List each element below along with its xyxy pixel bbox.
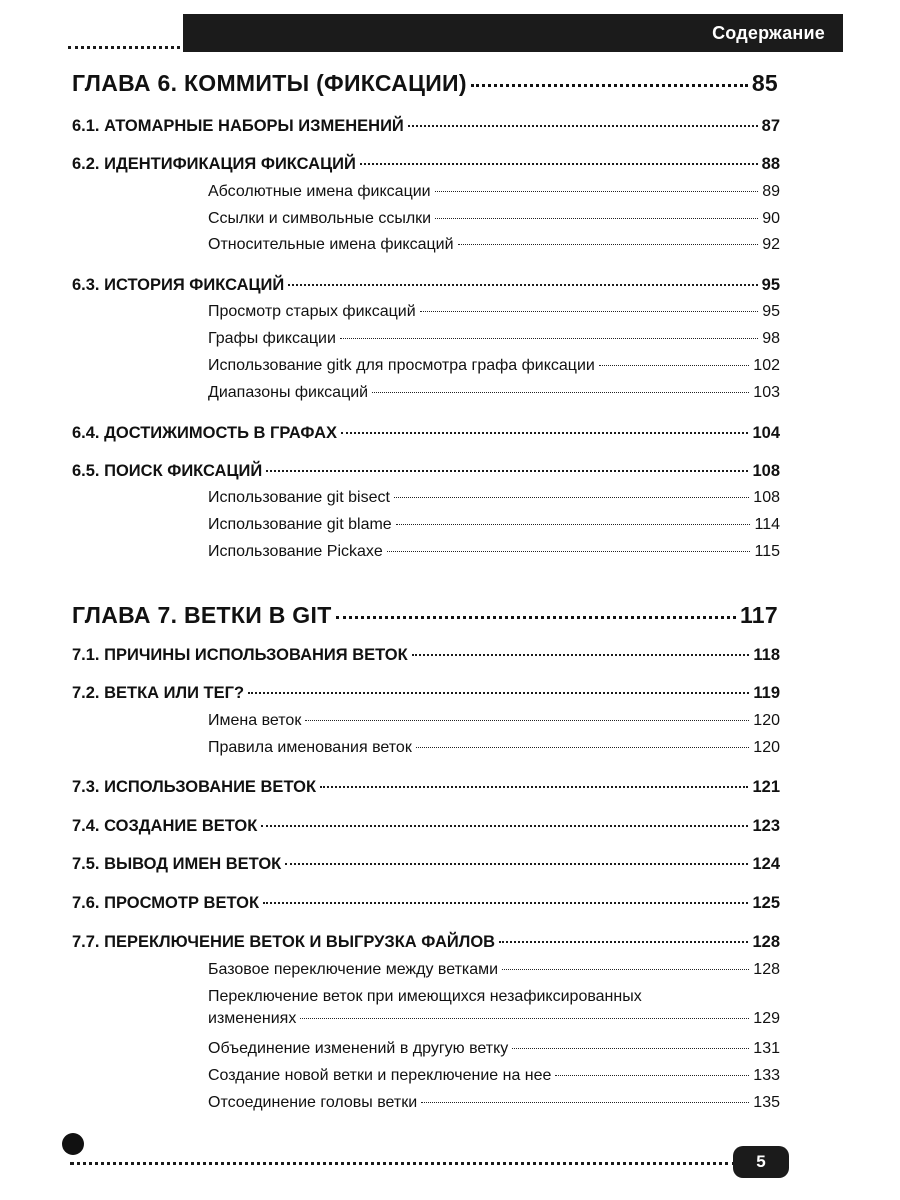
subsection-title: Имена веток	[208, 712, 302, 729]
dot-leader	[555, 1075, 749, 1076]
section-title: 7.3. ИСПОЛЬЗОВАНИЕ ВЕТОК	[72, 778, 317, 796]
dot-leader	[288, 284, 757, 286]
subsection-page: 115	[754, 543, 780, 560]
section-page: 108	[752, 462, 780, 480]
subsection-page: 114	[754, 516, 780, 533]
subsection-title: Использование git blame	[208, 516, 392, 533]
subsection-title: Создание новой ветки и переключение на нее	[208, 1067, 552, 1084]
toc-subsection[interactable]	[208, 543, 780, 561]
subsection-title: Базовое переключение между ветками	[208, 961, 499, 978]
section-page: 104	[752, 424, 780, 442]
toc-section-6-2[interactable]	[72, 155, 780, 174]
footer-dotted-rule	[70, 1162, 736, 1165]
subsection-page: 120	[753, 739, 780, 756]
chapter-title: ГЛАВА 6. КОММИТЫ (ФИКСАЦИИ)	[72, 70, 467, 96]
chapter-title: ГЛАВА 7. ВЕТКИ В GIT	[72, 602, 332, 628]
section-title: 7.2. ВЕТКА ИЛИ ТЕГ?	[72, 684, 245, 702]
toc-subsection[interactable]	[208, 712, 780, 730]
subsection-title: Переключение веток при имеющихся незафиксированных	[208, 988, 642, 1005]
subsection-page: 129	[753, 1010, 780, 1027]
dot-leader	[341, 432, 748, 434]
subsection-title: Относительные имена фиксаций	[208, 236, 454, 253]
toc-subsection[interactable]	[208, 236, 780, 254]
section-title: 6.2. ИДЕНТИФИКАЦИЯ ФИКСАЦИЙ	[72, 155, 356, 173]
section-title: 7.5. ВЫВОД ИМЕН ВЕТОК	[72, 855, 282, 873]
subsection-page: 90	[762, 210, 780, 227]
dot-leader	[266, 470, 748, 472]
section-page: 128	[752, 933, 780, 951]
page-number: 5	[756, 1152, 766, 1171]
footer-bullet	[62, 1133, 84, 1155]
dot-leader	[340, 338, 758, 339]
toc-subsection[interactable]	[208, 183, 780, 201]
dot-leader	[512, 1048, 749, 1049]
subsection-page: 108	[753, 489, 780, 506]
dot-leader	[394, 497, 749, 498]
dot-leader	[261, 825, 748, 827]
dot-leader	[360, 163, 758, 165]
subsection-page: 120	[753, 712, 780, 729]
section-page: 88	[761, 155, 780, 173]
header-title: Содержание	[712, 23, 825, 43]
subsection-title: Использование Pickaxe	[208, 543, 383, 560]
toc-section-7-5[interactable]	[72, 855, 780, 874]
subsection-page: 131	[753, 1040, 780, 1057]
section-page: 121	[752, 778, 780, 796]
section-page: 118	[753, 646, 780, 664]
subsection-page: 135	[753, 1094, 780, 1111]
toc-section-6-1[interactable]	[72, 117, 780, 136]
dot-leader	[285, 863, 748, 865]
toc-subsection[interactable]	[208, 739, 780, 757]
section-title: 6.5. ПОИСК ФИКСАЦИЙ	[72, 462, 263, 480]
toc-section-7-6[interactable]	[72, 894, 780, 913]
section-page: 124	[752, 855, 780, 873]
subsection-page: 103	[753, 384, 780, 401]
subsection-title: Использование gitk для просмотра графа фиксации	[208, 357, 595, 374]
dot-leader	[435, 191, 759, 192]
toc-subsection[interactable]	[208, 210, 780, 228]
dot-leader	[502, 969, 749, 970]
dot-leader	[372, 392, 749, 393]
toc-subsection[interactable]	[208, 384, 780, 402]
subsection-page: 128	[753, 961, 780, 978]
section-page: 95	[761, 276, 780, 294]
dot-leader	[248, 692, 749, 694]
toc-subsection[interactable]	[208, 1040, 780, 1058]
toc-section-7-4[interactable]	[72, 817, 780, 836]
section-page: 123	[752, 817, 780, 835]
dot-leader	[387, 551, 751, 552]
dot-leader	[305, 720, 749, 721]
subsection-title: Отсоединение головы ветки	[208, 1094, 418, 1111]
section-title: 7.1. ПРИЧИНЫ ИСПОЛЬЗОВАНИЯ ВЕТОК	[72, 646, 408, 664]
toc-section-7-3[interactable]	[72, 778, 780, 797]
chapter-page: 117	[739, 602, 778, 628]
section-page: 87	[761, 117, 780, 135]
toc-subsection[interactable]	[208, 303, 780, 321]
toc-subsection[interactable]	[208, 961, 780, 979]
subsection-page: 95	[762, 303, 780, 320]
section-title: 7.4. СОЗДАНИЕ ВЕТОК	[72, 817, 258, 835]
toc-section-7-1[interactable]	[72, 646, 780, 665]
dot-leader	[412, 654, 750, 656]
dot-leader	[471, 84, 748, 87]
subsection-title: Абсолютные имена фиксации	[208, 183, 431, 200]
subsection-title: Просмотр старых фиксаций	[208, 303, 416, 320]
dot-leader	[420, 311, 759, 312]
dot-leader	[416, 747, 749, 748]
dot-leader	[499, 941, 748, 943]
subsection-page: 133	[753, 1067, 780, 1084]
dot-leader	[599, 365, 749, 366]
dot-leader	[336, 616, 736, 619]
section-page: 125	[752, 894, 780, 912]
toc-section-6-4[interactable]	[72, 424, 780, 443]
toc-subsection[interactable]	[208, 1094, 780, 1112]
dot-leader	[458, 244, 759, 245]
subsection-title: Использование git bisect	[208, 489, 390, 506]
dot-leader	[300, 1018, 749, 1019]
subsection-page: 102	[753, 357, 780, 374]
section-page: 119	[753, 684, 780, 702]
subsection-title: Графы фиксации	[208, 330, 336, 347]
subsection-title-continued: изменениях	[208, 1010, 297, 1027]
dot-leader	[408, 125, 758, 127]
subsection-title: Объединение изменений в другую ветку	[208, 1040, 509, 1057]
toc-section-7-2[interactable]	[72, 684, 780, 703]
toc-chapter-7[interactable]	[72, 602, 778, 629]
toc-chapter-6[interactable]	[72, 70, 778, 97]
section-title: 6.4. ДОСТИЖИМОСТЬ В ГРАФАХ	[72, 424, 338, 442]
toc-section-6-5[interactable]	[72, 462, 780, 481]
toc-section-6-3[interactable]	[72, 276, 780, 295]
dot-leader	[396, 524, 751, 525]
toc-subsection[interactable]	[208, 357, 780, 375]
subsection-title: Правила именования веток	[208, 739, 412, 756]
section-title: 6.1. АТОМАРНЫЕ НАБОРЫ ИЗМЕНЕНИЙ	[72, 117, 404, 135]
chapter-page: 85	[751, 70, 778, 96]
page-number-tab	[733, 1146, 789, 1178]
section-title: 7.6. ПРОСМОТР ВЕТОК	[72, 894, 260, 912]
section-title: 7.7. ПЕРЕКЛЮЧЕНИЕ ВЕТОК И ВЫГРУЗКА ФАЙЛОВ	[72, 933, 496, 951]
dot-leader	[435, 218, 758, 219]
toc-subsection[interactable]	[208, 489, 780, 507]
subsection-title: Ссылки и символьные ссылки	[208, 210, 432, 227]
toc-section-7-7[interactable]	[72, 933, 780, 952]
section-title: 6.3. ИСТОРИЯ ФИКСАЦИЙ	[72, 276, 285, 294]
subsection-page: 98	[762, 330, 780, 347]
toc-subsection[interactable]	[208, 1067, 780, 1085]
toc-subsection[interactable]	[208, 516, 780, 534]
dot-leader	[320, 786, 748, 788]
toc-subsection[interactable]	[208, 330, 780, 348]
dot-leader	[263, 902, 748, 904]
dot-leader	[421, 1102, 749, 1103]
subsection-page: 92	[762, 236, 780, 253]
subsection-title: Диапазоны фиксаций	[208, 384, 369, 401]
toc-subsection[interactable]	[208, 988, 780, 1028]
subsection-page: 89	[762, 183, 780, 200]
